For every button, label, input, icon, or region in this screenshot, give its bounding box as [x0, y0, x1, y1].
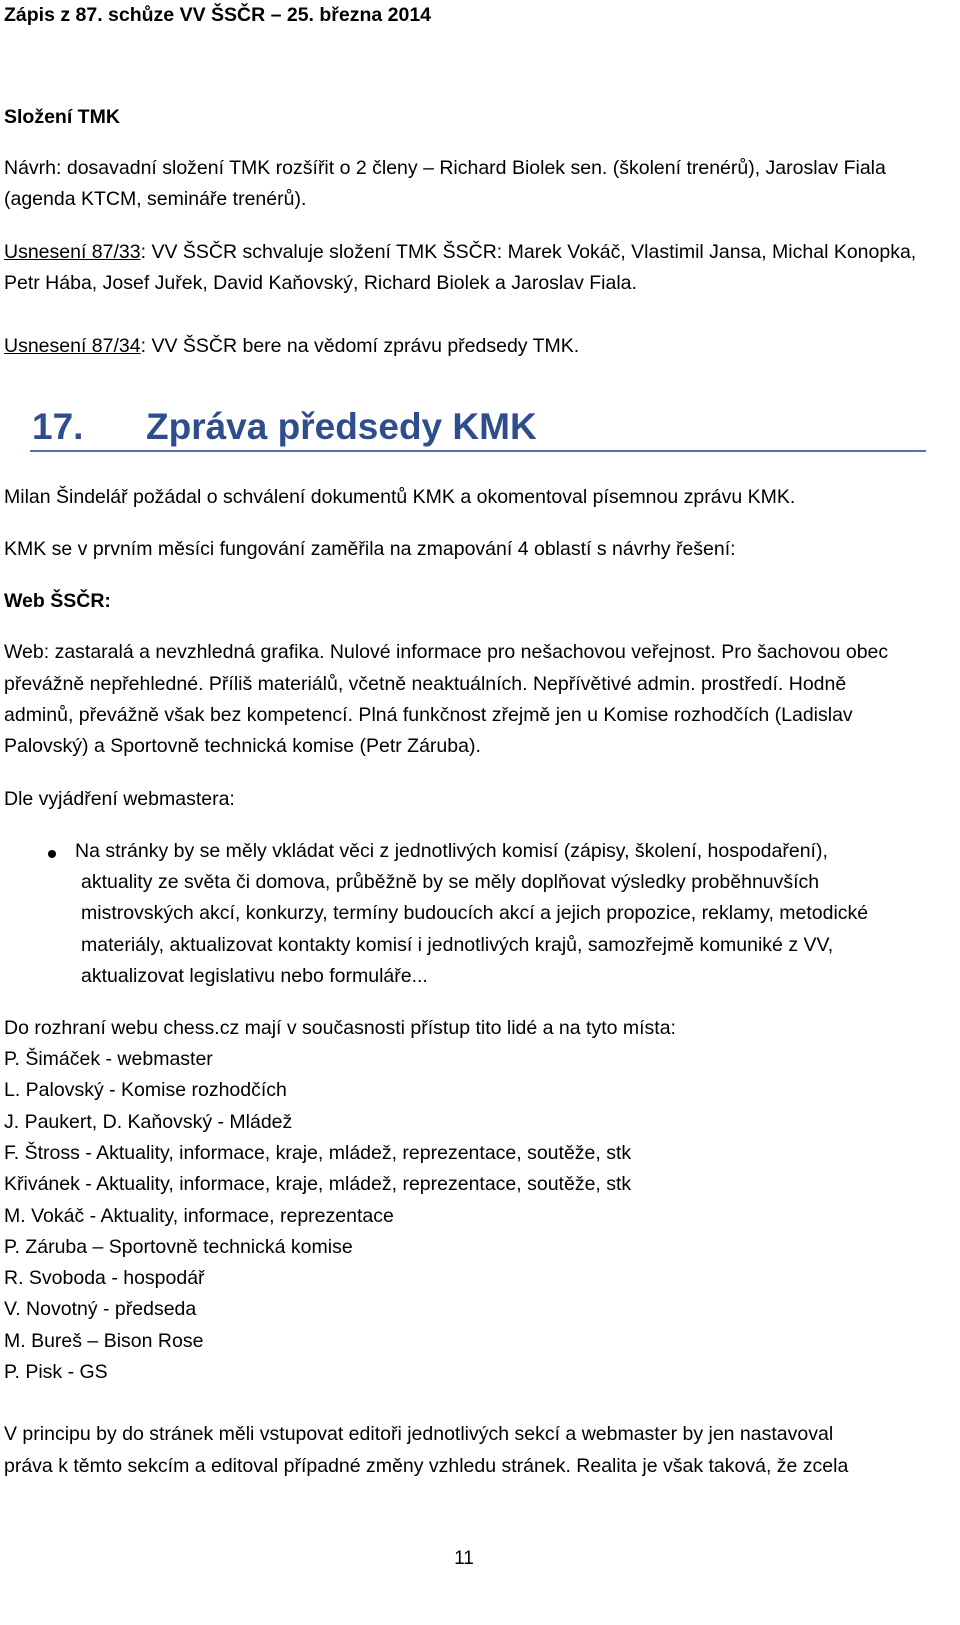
resolution-87-33-text: : VV ŠSČR schvaluje složení TMK ŠSČR: Marek Vokáč, Vlastimil Jansa, Michal Konopka,	[140, 241, 917, 263]
closing-line-2: práva k těmto sekcím a editoval případné změny vzhledu stránek. Realita je však taková, že zcela	[4, 1455, 849, 1477]
bullet-line-3: mistrovských akcí, konkurzy, termíny budoucích akcí a jejich propozice, reklamy, metodické	[81, 902, 869, 924]
page-number: 11	[454, 1548, 474, 1569]
access-list-item: V. Novotný - předseda	[4, 1298, 197, 1320]
bullet-line-5: aktualizovat legislativu nebo formuláře...	[81, 965, 428, 987]
access-list-item: F. Štross - Aktuality, informace, kraje, mládež, reprezentace, soutěže, stk	[4, 1142, 632, 1164]
access-list-item: R. Svoboda - hospodář	[4, 1267, 205, 1289]
resolution-87-34-text: : VV ŠSČR bere na vědomí zprávu předsedy TMK.	[140, 335, 580, 357]
bullet-line-4: materiály, aktualizovat kontakty komisí i jednotlivých krajů, samozřejmě komuniké z VV,	[81, 934, 834, 956]
bullet-line-2: aktuality ze světa či domova, průběžně by se měly doplňovat výsledky proběhnuvších	[81, 871, 820, 893]
webmaster-intro: Dle vyjádření webmastera:	[4, 788, 235, 810]
access-list-item: M. Vokáč - Aktuality, informace, reprezentace	[4, 1205, 394, 1227]
access-list-item: P. Šimáček - webmaster	[4, 1048, 213, 1070]
access-list-item: Křivánek - Aktuality, informace, kraje, mládež, reprezentace, soutěže, stk	[4, 1173, 632, 1195]
bullet-icon	[48, 850, 56, 858]
access-intro: Do rozhraní webu chess.cz mají v současnosti přístup tito lidé a na tyto místa:	[4, 1017, 676, 1039]
closing-line-1: V principu by do stránek měli vstupovat editoři jednotlivých sekcí a webmaster by jen nastavoval	[4, 1423, 834, 1445]
paragraph-1: Milan Šindelář požádal o schválení dokumentů KMK a okomentoval písemnou zprávu KMK.	[4, 486, 796, 508]
access-list-item: P. Záruba – Sportovně technická komise	[4, 1236, 353, 1258]
resolution-87-33-line-2: Petr Hába, Josef Juřek, David Kaňovský, Richard Biolek a Jaroslav Fiala.	[4, 272, 637, 294]
section-17-heading	[30, 400, 930, 470]
section-title: Zpráva předsedy KMK	[146, 406, 537, 447]
web-line-1: Web: zastaralá a nevzhledná grafika. Nulové informace pro nešachovou veřejnost. Pro šachovou obec	[4, 641, 889, 663]
resolution-87-34-label: Usnesení 87/34	[4, 335, 141, 357]
access-list-item: L. Palovský - Komise rozhodčích	[4, 1079, 287, 1101]
section-title-tmk: Složení TMK	[4, 106, 120, 128]
proposal-line-2: (agenda KTCM, semináře trenérů).	[4, 188, 307, 210]
web-line-3: adminů, převážně však bez kompetencí. Plná funkčnost zřejmě jen u Komise rozhodčích (Ladislav	[4, 704, 853, 726]
resolution-87-33-line-1	[4, 241, 916, 263]
resolution-87-34	[4, 335, 579, 357]
access-list-item: P. Pisk - GS	[4, 1361, 108, 1383]
section-number: 17.	[32, 406, 84, 447]
resolution-87-33-label: Usnesení 87/33	[4, 241, 141, 263]
bullet-line-1: Na stránky by se měly vkládat věci z jednotlivých komisí (zápisy, školení, hospodaření),	[75, 840, 828, 862]
access-list-item: M. Bureš – Bison Rose	[4, 1330, 204, 1352]
subheading-web: Web ŠSČR:	[4, 590, 111, 612]
heading-underline-rule	[30, 450, 926, 452]
web-line-2: převážně nepřehledné. Příliš materiálů, včetně neaktuálních. Nepřívětivé admin. prostředí. Hodně	[4, 673, 847, 695]
web-line-4: Palovský) a Sportovně technická komise (Petr Záruba).	[4, 735, 481, 757]
access-list-item: J. Paukert, D. Kaňovský - Mládež	[4, 1111, 293, 1133]
paragraph-2: KMK se v prvním měsíci fungování zaměřila na zmapování 4 oblastí s návrhy řešení:	[4, 538, 736, 560]
running-header: Zápis z 87. schůze VV ŠSČR – 25. března 2014	[4, 4, 432, 26]
proposal-line-1: Návrh: dosavadní složení TMK rozšířit o 2 členy – Richard Biolek sen. (školení trenérů), Jaroslav Fiala	[4, 157, 886, 179]
